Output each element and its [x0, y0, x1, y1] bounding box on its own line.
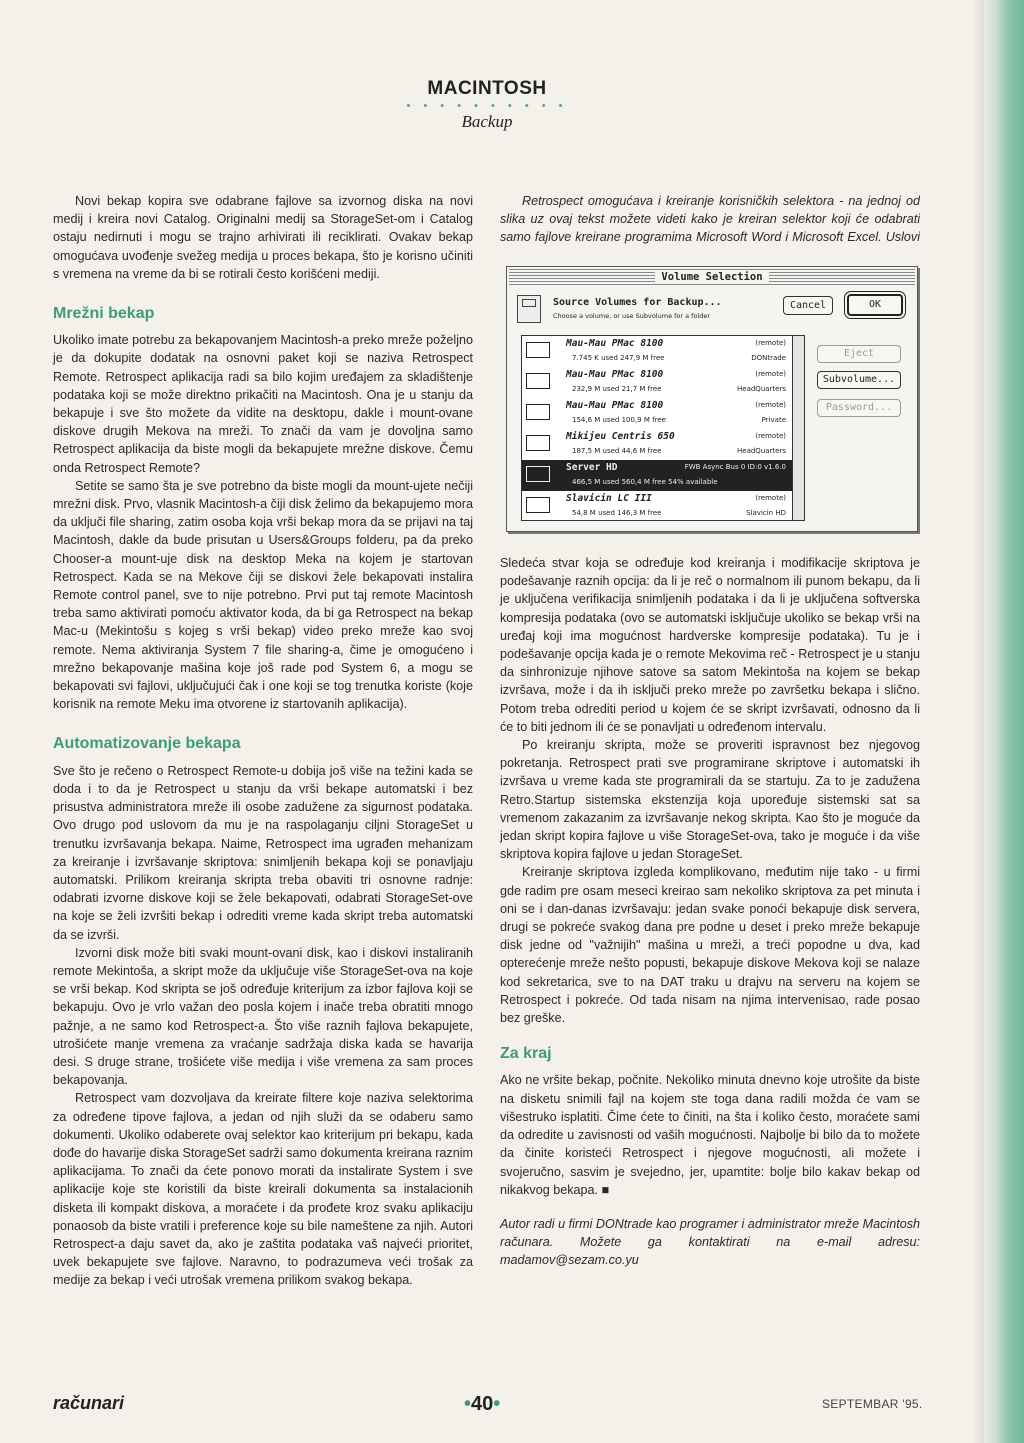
page-number: •40•: [464, 1393, 501, 1415]
volume-row-selected[interactable]: [522, 460, 792, 491]
volume-selection-dialog: [506, 266, 918, 532]
volume-zone: HeadQuarters: [737, 447, 786, 455]
next-page-edge: [984, 0, 1024, 1443]
volume-usage: 466,5 M used 560,4 M free 54% available: [572, 478, 718, 486]
volume-status: (remote): [755, 401, 786, 409]
conclusion-paragraph: Ako ne vršite bekap, počnite. Nekoliko minuta dnevno koje utrošite da biste na disketu snimili fajl na kojem ste toga dana radili možda će vam se višestruko isplatiti. Čime ćete to činiti, na šta i koliko često, moraćete sami da odredite u zavisnosti od vaših mogućnosti. Najbolje bi bilo da to možete da činite koristeći Retrospect i njegove mogućnosti, ali možete i svojeručno, sasvim je svejedno, jer, upamtite: bolje bilo kakav bekap od nikakvog bekapa. ■: [500, 1073, 920, 1197]
volume-status: (remote): [755, 432, 786, 440]
volume-status: (remote): [755, 370, 786, 378]
cancel-button[interactable]: Cancel: [783, 296, 833, 315]
right-paragraph-3: Po kreiranju skripta, može se proveriti ispravnost bez njegovog pokretanja. Retrospect prati sve programirane skriptove i automatski ih izvršava u vreme kada ste programirali da se startuju. Za to je zadužena Retro.Startup sistemska ekstenzija koja upoređuje sistemski sat sa vremenom zakazanim za izvršavanje nekog skripta. Kao što je moguće da jedan skript kopira fajlove u više StorageSet-ova, tako je moguće i da više skriptova kopira fajlove u jedan StorageSet.: [500, 738, 920, 862]
heading-conclusion: Za kraj: [500, 1045, 552, 1063]
volume-row[interactable]: [522, 336, 792, 367]
network-volume-icon: [526, 342, 550, 358]
volume-name: Server HD: [566, 462, 618, 473]
volume-row[interactable]: [522, 398, 792, 429]
network-volume-icon: [526, 373, 550, 389]
hard-disk-icon: [526, 466, 550, 482]
header-dots: • • • • • • • • • •: [406, 100, 568, 112]
password-button[interactable]: Password...: [817, 399, 901, 417]
dialog-heading: [517, 293, 767, 325]
volume-zone: DONtrade: [751, 354, 786, 362]
network-paragraph-2: Setite se samo šta je sve potrebno da biste mogli da mount-ujete nečiji mrežni disk. Prvo, vlasnik Macintosh-a čiji disk želimo da bekapujemo mora da uključi file sharing, zatim osoba koja vrši bekap mora da se prijavi na taj Macintosh, dakle da bude prisutan u Users&Groups folderu, pa da preko Chooser-a mount-uje disk na desktop Meka na kojem je startovan Retrospect. Kada se na Mekove čiji se diskovi žele bekapovati instalira Remote control panel, sve to nije potrebno. Prvi put taj remote Macintosh treba samo aktivirati pomoću aktivator koda, da bi ga Retrospect na bekap Mac-u (Mekintošu s kojeg s vrši bekap) video preko mreže kao svoj remote. Nema aktiviranja System 7 file sharing-a, čime je omogućeno i mrežno bekapovanje mašina koje još rade pod System 6, a mogu se bekapovati svi fajlovi, uključujući čak i one koji se tog trenutka koriste (koje korisnik na remote Meku ima otvorene iz startovanih aplikacija).: [53, 478, 473, 712]
automation-paragraph-2: Izvorni disk može biti svaki mount-ovani disk, kao i diskovi instaliranih remote Mekintoša, a skript može da uključuje više StorageSet-ova na koje se vrši bekap. Kod skripta se još određuje kriterijum za izbor fajlova koji se bekapuju. Ovo je vrlo važan deo posla kojem i inače treba obratiti mnogo pažnje, a ne samo kod Retrospect-a. Što više raznih fajlova bekapujete, utrošićete manje vremena za vraćanje sadržaja diska kada se havarija desi. S druge strane, trošićete više medija i više vremena za sam proces bekapovanja.: [53, 945, 473, 1088]
intro-paragraph: Novi bekap kopira sve odabrane fajlove sa izvornog diska na novi medij i kreira novi Catalog. Originalni medij sa StorageSet-om i Catalog ostaju nedirnuti i mogu se trajno arhivirati ili reciklirati. Ovakav bekap omogućava uvođenje svežeg medija u proces bekapa, što je korisno učiniti s vremena na vreme da bi se rotirali često korišćeni mediji.: [53, 194, 473, 281]
volume-status: (remote): [755, 339, 786, 347]
page-header: [0, 78, 974, 132]
network-paragraph-1: Ukoliko imate potrebu za bekapovanjem Macintosh-a preko mreže poželjno je da dokupite dodatak na osnovni paket koji se naziva Retrospect Remote. Retrospect aplikacija radi sa bilo kojim uređajem za skladištenje podataka koji se može direktno prikačiti na Macintosh. Ona je u stanju da bekapuje i sve što možete da vidite na desktopu, dakle i mount-ovane diskove drugih Mekova na mreži. To znači da vam je dovoljna samo Retrospect aplikacija da biste mogli da bekapujete mrežne diskove. Čemu onda Retrospect Remote?: [53, 333, 474, 475]
section-title: MACINTOSH: [427, 78, 547, 99]
volume-zone: Slavicin HD: [746, 509, 786, 517]
network-volume-icon: [526, 497, 550, 513]
dialog-heading-text: Source Volumes for Backup...: [553, 297, 722, 308]
volume-name: Slavicin LC III: [566, 493, 652, 504]
author-note: Autor radi u firmi DONtrade kao programer i administrator mreže Macintosh računara. Možete ga kontaktirati na e-mail adresu: madamov@sezam.co.yu: [500, 1216, 920, 1268]
volume-list[interactable]: [521, 335, 805, 521]
source-disk-icon: [517, 295, 541, 323]
volume-usage: 154,6 M used 100,9 M free: [572, 416, 666, 424]
automation-paragraph-1: Sve što je rečeno o Retrospect Remote-u dobija još više na težini kada se doda i to da je Retrospect u stanju da vrši bekape automatski i bez prisustva administratora mreže ili osobe zadužene za sigurnost podataka. Ovo drugo pod uslovom da mu je na raspolaganju ciljni StorageSet u trenutku izvršavanja bekapa. Naime, Retrospect ima ugrađen mehanizam za kreiranje i izvršavanje skriptova: snimljenih bekapa koji se ponavljaju automatski. Prilikom kreiranja skripta treba obaviti tri osnovne radnje: odabrati izvorne diskove koji se žele bekapovati, odabrati StorageSet-ove na koje se želi izvršiti bekap i odrediti vreme kada skript treba automatski da se izvrši.: [53, 763, 473, 942]
volume-name: Mikijeu Centris 650: [566, 431, 675, 442]
eject-button[interactable]: Eject: [817, 345, 901, 363]
volume-status: FWB Async Bus 0 ID:0 v1.6.0: [684, 463, 786, 471]
right-intro-paragraph: Retrospect omogućava i kreiranje korisničkih selektora - na jednoj od slika uz ovaj tekst možete videti kako je kreiran selektor koji će odabrati samo fajlove kreirane programima Microsoft Word i Microsoft Excel. Uslovi: [500, 194, 920, 245]
volume-usage: 7.745 K used 247,9 M free: [572, 354, 665, 362]
right-paragraph-2: Sledeća stvar koja se određuje kod kreiranja i modifikacije skriptova je podešavanje raznih opcija: da li je reč o normalnom ili punom bekapu, da li je uključena verifikacija snimljenih podataka i da li je uključena softverska kompresija podataka (ovo se automatski isključuje ukoliko se bekap vrši na uređaj koji ima mogućnost hardverske kompresije podataka). Tu je i podešavanje opcija kada je o remote Mekovima reč - Retrospect je u stanju da sinhronizuje njihove satove sa satom Mekintoša na kojem se bekap izvršava, može i da ih isključi preko mreže po završetku bekapa i slično. Potom treba odrediti period u kojem će se skript izvršavati, odnosno da li će to biti jednom ili će se ponavljati u određenom intervalu.: [500, 556, 921, 734]
page-number-text: 40: [471, 1393, 494, 1415]
network-volume-icon: [526, 404, 550, 420]
volume-status: (remote): [755, 494, 786, 502]
dialog-title: Volume Selection: [655, 271, 768, 283]
volume-usage: 232,9 M used 21,7 M free: [572, 385, 662, 393]
ok-button[interactable]: OK: [847, 294, 903, 316]
right-column-top: [500, 192, 920, 246]
right-column: [500, 554, 920, 1270]
volume-name: Mau-Mau PMac 8100: [566, 338, 664, 349]
volume-zone: HeadQuarters: [737, 385, 786, 393]
automation-paragraph-3: Retrospect vam dozvoljava da kreirate filtere koje naziva selektorima za određene tipove fajlova, a jedan od njih služi da se odaberu samo dokumenti. Ukoliko odaberete ovaj selektor kao kriterijum pri bekapu, kada dođe do havarije diska StorageSet sadrži samo dokumenta kreirana raznim aplikacijama. To znači da ćete ponovo morati da instalirate System i sve aplikacije koje ste koristili da biste kreirali dokumenta sa instalacionih disketa ili kompakt diskova, a moraćete i da prođete kroz svaku aplikaciju ponaosob da biste vratili i preference koje su bile nameštene za njih. Autori Retrospect-a daju savet da, ako je zaštita podataka vaš najveći prioritet, uvek bekapujete sve fajlove. Naravno, to podrazumeva veći trošak za medije za bekap i veći utrošak vremena prilikom svakog bekapa.: [53, 1091, 474, 1288]
volume-row[interactable]: [522, 491, 792, 521]
volume-name: Mau-Mau PMac 8100: [566, 400, 664, 411]
network-volume-icon: [526, 435, 550, 451]
issue-date: SEPTEMBAR '95.: [822, 1397, 923, 1411]
heading-automation: Automatizovanje bekapa: [53, 735, 241, 753]
volume-zone: Private: [761, 416, 786, 424]
section-subtitle: Backup: [461, 112, 513, 131]
volume-list-scrollbar[interactable]: [792, 336, 804, 520]
heading-network-backup: Mrežni bekap: [53, 305, 155, 323]
volume-name: Mau-Mau PMac 8100: [566, 369, 664, 380]
dialog-hint-text: Choose a volume, or use Subvolume for a folder: [553, 312, 711, 320]
left-column: [53, 192, 473, 1290]
magazine-name: računari: [53, 1393, 125, 1413]
subvolume-button[interactable]: Subvolume...: [817, 371, 901, 389]
right-paragraph-4: Kreiranje skriptova izgleda komplikovano, međutim nije tako - u firmi gde radim pre osam meseci kreirao sam nekoliko skriptova za pet minuta i oni se i dan-danas izvršavaju: jedan svake ponoći bekapuje disk servera, drugi se pokreće svakog dana pre podne u deset i preko mreže bekapuje disk jedne od "važnijih" mašina u mreži, a treći popodne u dva, kad opterećenje mreže nešto popusti, bekapuje diskove Mekova koji se nalaze kod sekretarica, sve to na DAT traku u drajvu na serveru na kojem se Retrospect i pokreće. Od tada nisam na njima intervenisao, rade posao bez greške.: [500, 865, 920, 1026]
volume-row[interactable]: [522, 367, 792, 398]
volume-usage: 187,5 M used 44,6 M free: [572, 447, 662, 455]
volume-usage: 54,8 M used 146,3 M free: [572, 509, 662, 517]
volume-row[interactable]: [522, 429, 792, 460]
dialog-title-bar: [509, 269, 915, 285]
